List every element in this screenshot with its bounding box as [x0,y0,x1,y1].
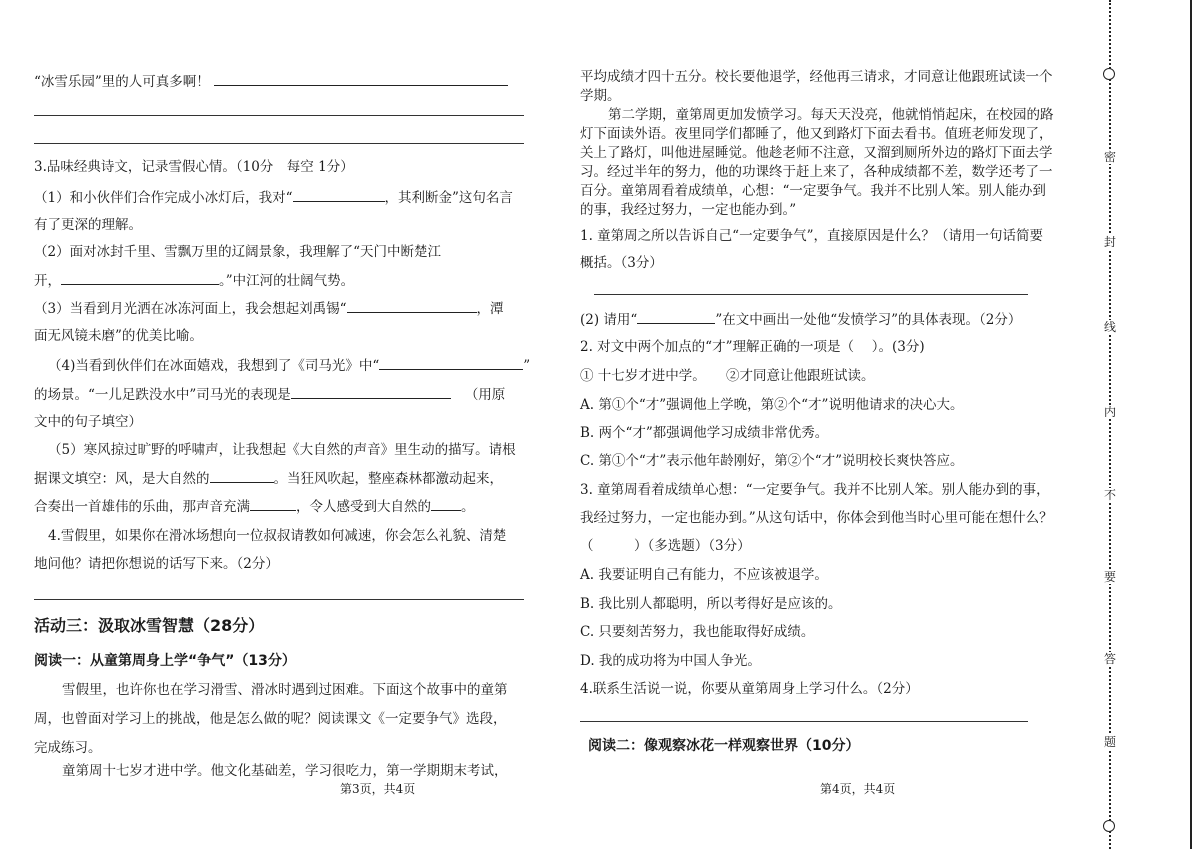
passage-line: 的事，我经过努力，一定也能办到。” [580,202,797,218]
q3-5-text3: 合奏出一首雄伟的乐曲，那声音充满 [34,499,250,515]
answer-blank[interactable] [214,72,508,86]
q3-1-line [34,188,513,207]
q3-2-text2: 。”中江河的壮阔气势。 [219,273,355,289]
q3-4-text3: 的场景。“一儿足跌没水中”司马光的表现是 [34,387,291,403]
q3-4-text4: （用原 [464,387,506,403]
answer-line[interactable] [580,721,1028,722]
option-a[interactable]: A. 我要证明自己有能力，不应该被退学。 [580,567,828,583]
fill-blank[interactable] [379,356,523,370]
question-4-line: 4.联系生活说一说，你要从童第周身上学习什么。（2分） [580,681,919,697]
option-b[interactable]: B. 我比别人都聪明，所以考得好是应该的。 [580,596,842,612]
passage-line: 平均成绩才四十五分。校长要他退学，经他再三请求，才同意让他跟班试读一个 [580,69,1053,85]
answer-line[interactable] [34,599,524,600]
q1-2-text2: ”在文中画出一处他“发愤学习”的具体表现。（2分） [715,312,1022,328]
answer-line-row [34,72,508,91]
q3-5-text5: 。 [461,499,475,515]
binding-hole [1103,68,1115,80]
fill-blank[interactable] [61,271,219,285]
option-d[interactable]: D. 我的成功将为中国人争光。 [580,653,761,669]
prompt-text: “冰雪乐园”里的人可真多啊！ [34,74,210,90]
passage-line: 关上了路灯，叫他进屋睡觉。他趁老师不注意，又溜到厕所外边的路灯下面去学 [580,145,1053,161]
q3-1-line2: 有了更深的理解。 [34,217,142,233]
binding-char: 答 [1103,652,1116,666]
binding-char: 封 [1103,235,1116,249]
answer-line[interactable] [34,115,524,116]
page-edge [1190,0,1192,849]
passage-line: 周，也曾面对学习上的挑战，他是怎么做的呢？阅读课文《一定要争气》选段， [34,711,507,727]
question-3-title: 3.品味经典诗文，记录雪假心情。（10分 每空 1分） [34,159,354,175]
question-1-2-line [580,310,1021,329]
binding-char: 题 [1103,735,1116,749]
q3-3-text2: ，潭 [476,301,504,317]
q3-2-line: （2）面对冰封千里、雪飘万里的辽阔景象，我理解了“天门中断楚江 [34,244,441,260]
q3-5-line3 [34,497,475,516]
q3-3-line [34,299,504,318]
fill-blank[interactable] [210,469,274,483]
binding-char: 内 [1103,405,1116,419]
q3-4-line [48,356,530,375]
option-a[interactable]: A. 第①个“才”强调他上学晚，第②个“才”说明他请求的决心大。 [580,397,964,413]
binding-char: 不 [1103,488,1116,502]
question-3-line: 3. 童第周看着成绩单心想：“一定要争气。我并不比别人笨。别人能办到的事， [580,482,1050,498]
q3-2-text: 开， [34,273,61,289]
fill-blank[interactable] [293,188,385,202]
passage-line: 童第周十七岁才进中学。他文化基础差，学习很吃力，第一学期期末考试， [62,763,508,779]
fill-blank[interactable] [431,497,461,511]
option-c[interactable]: C. 只要刻苦努力，我也能取得好成绩。 [580,624,815,640]
answer-line[interactable] [594,294,1028,295]
q3-4-text: （4)当看到伙伴们在冰面嬉戏，我想到了《司马光》中“ [48,358,380,374]
binding-hole [1103,820,1115,832]
question-3-line3: （ ）（多选题）（3分） [580,538,751,554]
fill-blank[interactable] [637,310,715,324]
q3-5-text2: 。当狂风吹起，整座森林都激动起来， [273,471,503,487]
option-c[interactable]: C. 第①个“才”表示他年龄刚好，第②个“才”说明校长爽快答应。 [580,453,964,469]
binding-char: 密 [1103,150,1116,164]
q3-3-text: （3）当看到月光洒在冰冻河面上，我会想起刘禹锡“ [34,301,347,317]
passage-line: 学期。 [580,88,621,104]
passage-line: 第二学期，童第周更加发愤学习。每天天没亮，他就悄悄起床，在校园的路 [608,107,1054,123]
question-2-items: ① 十七岁才进中学。 ②才同意让他跟班试读。 [580,368,875,384]
reading-2-heading: 阅读二：像观察冰花一样观察世界（10分） [588,738,860,754]
q3-3-line2: 面无风镜未磨”的优美比喻。 [34,328,203,344]
q3-1-text2: ，其利断金”这句名言 [384,190,513,206]
q3-1-text: （1）和小伙伴们合作完成小冰灯后，我对“ [34,190,293,206]
q3-4-line3: 文中的句子填空） [34,414,142,430]
question-1-line: 1. 童第周之所以告诉自己“一定要争气”，直接原因是什么？（请用一句话简要 [580,228,1043,244]
passage-line: 完成练习。 [34,740,102,756]
passage-line: 雪假里，也许你也在学习滑雪、滑冰时遇到过困难。下面这个故事中的童第 [62,682,508,698]
q3-4-line2 [34,385,505,404]
question-3-line2: 我经过努力，一定也能办到。”从这句话中，你体会到他当时心里可能在想什么？ [580,510,1053,526]
dotted-cut-line [1109,0,1111,849]
fill-blank[interactable] [250,497,296,511]
q3-5-text4: ，令人感受到大自然的 [296,499,431,515]
q3-5-line: （5）寒风掠过旷野的呼啸声，让我想起《大自然的声音》里生动的描写。请根 [48,442,516,458]
passage-line: 灯下面读外语。夜里同学们都睡了，他又到路灯下面去看书。值班老师发现了， [580,126,1053,142]
question-2-line: 2. 对文中两个加点的“才”理解正确的一项是（ ）。(3分) [580,339,925,355]
question-4-line2: 地问他？请把你想说的话写下来。（2分） [34,556,279,572]
answer-line[interactable] [34,143,524,144]
page-number: 第3页，共4页 [340,782,416,796]
question-4-line: 4.雪假里，如果你在滑冰场想向一位叔叔请教如何减速，你会怎么礼貌、清楚 [48,528,507,544]
binding-char: 要 [1103,570,1116,584]
page-number: 第4页，共4页 [820,782,896,796]
passage-line: 百分。童第周看着成绩单，心想：“一定要争气。我并不比别人笨。别人能办到 [580,183,1046,199]
activity-3-heading: 活动三：汲取冰雪智慧（28分） [34,616,265,635]
q1-2-text: (2) 请用“ [580,312,638,328]
question-1-line2: 概括。（3分） [580,255,663,271]
q3-5-line2 [34,469,503,488]
q3-5-text: 据课文填空：风，是大自然的 [34,471,210,487]
binding-char: 线 [1103,320,1116,334]
fill-blank[interactable] [347,299,477,313]
fill-blank[interactable] [291,385,451,399]
reading-1-heading: 阅读一：从童第周身上学“争气”（13分） [34,653,296,669]
q3-2-line2 [34,271,354,290]
passage-line: 习。经过半年的努力，他的功课终于赶上来了，各种成绩都不差，数学还考了一 [580,164,1053,180]
q3-4-text2: ” [523,358,531,374]
option-b[interactable]: B. 两个“才”都强调他学习成绩非常优秀。 [580,425,829,441]
binding-strip [1098,0,1122,849]
